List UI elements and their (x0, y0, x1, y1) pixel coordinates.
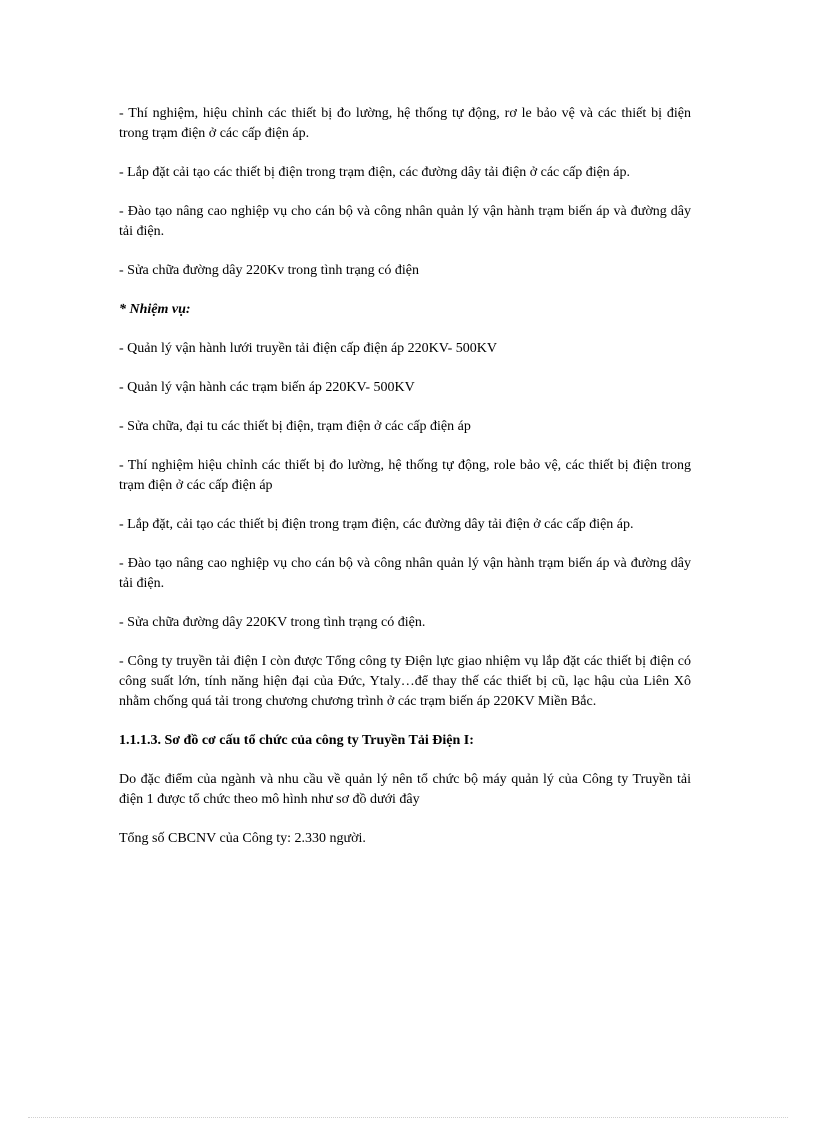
section-heading-tasks: * Nhiệm vụ: (119, 302, 191, 317)
task-live-line-repair: - Sửa chữa đường dây 220KV trong tình trạng có điện. (119, 615, 426, 630)
task-grid-operation: - Quản lý vận hành lưới truyền tải điện cấp điện áp 220KV- 500KV (119, 341, 497, 356)
task-overhaul: - Sửa chữa, đại tu các thiết bị điện, trạm điện ở các cấp điện áp (119, 419, 471, 434)
document-body (119, 104, 691, 868)
paragraph-org-description: Do đặc điểm của ngành và nhu cầu về quản lý nên tổ chức bộ máy quản lý của Công ty Truyền tải điện 1 được tổ chức theo mô hình như sơ đồ dưới đây (119, 772, 691, 807)
paragraph-testing-calibration: - Thí nghiệm, hiệu chỉnh các thiết bị đo lường, hệ thống tự động, rơ le bảo vệ và các thiết bị điện trong trạm điện ở các cấp điện áp. (119, 106, 691, 141)
section-heading-org-chart: 1.1.1.3. Sơ đồ cơ cấu tổ chức của công ty Truyền Tải Điện I: (119, 733, 474, 748)
task-installation: - Lắp đặt, cải tạo các thiết bị điện trong trạm điện, các đường dây tải điện ở các cấp điện áp. (119, 517, 634, 532)
paragraph-staff-total: Tổng số CBCNV của Công ty: 2.330 người. (119, 831, 366, 846)
task-training: - Đào tạo nâng cao nghiệp vụ cho cán bộ và công nhân quản lý vận hành trạm biến áp và đường dây tải điện. (119, 556, 691, 591)
paragraph-training: - Đào tạo nâng cao nghiệp vụ cho cán bộ và công nhân quản lý vận hành trạm biến áp và đường dây tải điện. (119, 204, 691, 239)
task-testing-calibration: - Thí nghiệm hiệu chỉnh các thiết bị đo lường, hệ thống tự động, role bảo vệ, các thiết bị điện trong trạm điện ở các cấp điện áp (119, 458, 691, 493)
task-substation-operation: - Quản lý vận hành các trạm biến áp 220KV- 500KV (119, 380, 415, 395)
paragraph-installation-renovation: - Lắp đặt cải tạo các thiết bị điện trong trạm điện, các đường dây tải điện ở các cấp điện áp. (119, 165, 631, 180)
task-equipment-replacement: - Công ty truyền tải điện I còn được Tổng công ty Điện lực giao nhiệm vụ lắp đặt các thiết bị điện có công suất lớn, tính năng hiện đại của Đức, Ytaly…để thay thế các thiết bị cũ, lạc hậu của Liên Xô nhằm chống quá tải trong chương chương trình ở các trạm biến áp 220KV Miền Bắc. (119, 654, 691, 709)
paragraph-live-line-repair: - Sửa chữa đường dây 220Kv trong tình trạng có điện (119, 263, 419, 278)
page-bottom-divider (28, 1117, 788, 1118)
